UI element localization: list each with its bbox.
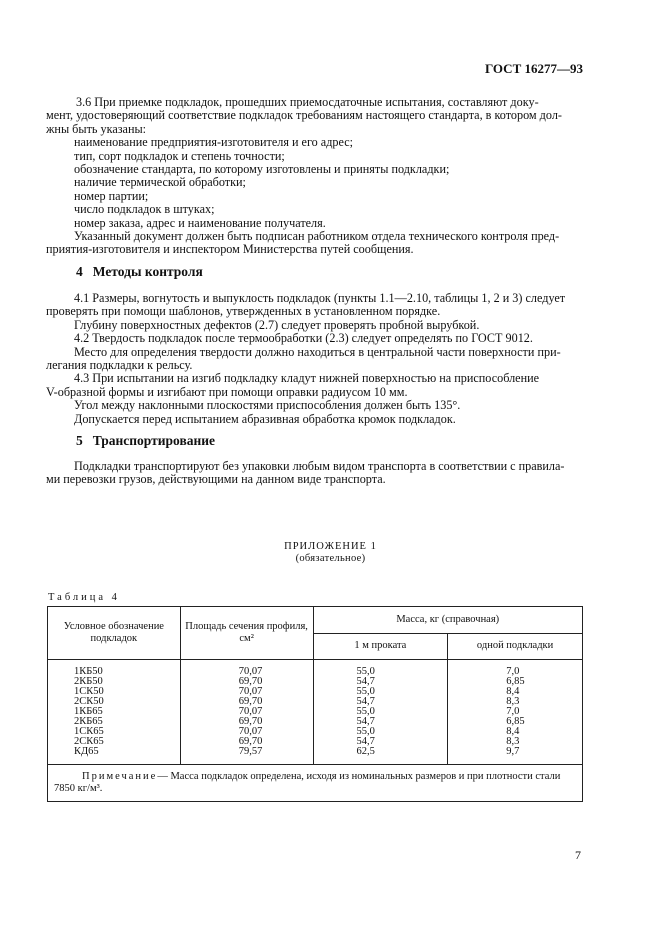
list-item: наименование предприятия-изготовителя и его адрес;: [74, 135, 354, 150]
paragraph-line: ми перевозки грузов, действующими на данном виде транспорта.: [46, 472, 386, 487]
table-cell: 55,0: [356, 686, 375, 697]
table-cell: 70,07: [238, 686, 263, 697]
section-4-heading: 4 Методы контроля: [76, 264, 203, 279]
section-3-6: [46, 95, 583, 257]
table-cell: 2СК50: [74, 696, 104, 707]
header-mass-per-m: 1 м проката: [313, 633, 448, 660]
designation-column: [48, 660, 181, 765]
table-cell: 54,7: [356, 736, 375, 747]
table-cell: 69,70: [238, 736, 263, 747]
paragraph-line: 4.1 Размеры, вогнутость и выпуклость подкладок (пункты 1.1—2.10, таблицы 1, 2 и 3) следует: [74, 291, 566, 305]
paragraph-line: легания подкладки к рельсу.: [46, 358, 193, 373]
table-caption: Таблица 4: [48, 592, 120, 603]
list-item: номер заказа, адрес и наименование получателя.: [74, 215, 326, 230]
header-designation: Условное обозначение подкладок: [48, 607, 181, 660]
appendix-subtitle: (обязательное): [295, 553, 366, 564]
mass-per-piece-column: [448, 660, 583, 765]
section-4-body: [46, 291, 583, 426]
header-mass: Масса, кг (справочная): [313, 607, 582, 634]
table-cell: 69,70: [238, 676, 263, 687]
appendix-title: ПРИЛОЖЕНИЕ 1: [284, 541, 377, 552]
header-mass-per-piece: одной подкладки: [448, 633, 583, 660]
table-cell: 70,07: [238, 706, 263, 717]
list-item: обозначение стандарта, по которому изготовлены и приняты подкладки;: [74, 162, 450, 177]
page-number: 7: [575, 848, 581, 862]
table-cell: 79,57: [238, 746, 263, 757]
table-cell: 8,3: [506, 696, 520, 707]
table-cell: 62,5: [356, 746, 375, 757]
note-label: Примечание: [82, 771, 158, 782]
list-item: номер партии;: [74, 188, 149, 203]
table-cell: 54,7: [356, 716, 375, 727]
table-cell: 70,07: [238, 726, 263, 737]
table-cell: КД65: [74, 746, 99, 757]
table-cell: 6,85: [506, 676, 525, 687]
table-cell: 55,0: [356, 706, 375, 717]
table-cell: 54,7: [356, 696, 375, 707]
table-cell: 69,70: [238, 716, 263, 727]
paragraph-line: Подкладки транспортируют без упаковки любым видом транспорта в соответствии с правила-: [74, 459, 565, 473]
area-column: [180, 660, 313, 765]
table-cell: 2СК65: [74, 736, 104, 747]
paragraph-line: мент, удостоверяющий соответствие подкладок требованиям настоящего стандарта, в котором дол-: [46, 108, 562, 123]
header-area: Площадь сечения профиля, см²: [180, 607, 313, 660]
table-cell: 2КБ50: [74, 676, 103, 687]
mass-per-m-column: [313, 660, 448, 765]
note-text: — Масса подкладок определена, исходя из номинальных размеров и при плотности стали 7850 кг/м³.: [54, 771, 561, 794]
table-note: [48, 765, 583, 802]
table-cell: 1СК50: [74, 686, 104, 697]
table-cell: 6,85: [506, 716, 525, 727]
document-header: ГОСТ 16277—93: [484, 61, 583, 76]
mass-table: [47, 606, 583, 802]
table-cell: 9,7: [506, 746, 520, 757]
table-cell: 8,3: [506, 736, 520, 747]
table-cell: 54,7: [356, 676, 375, 687]
table-cell: 70,07: [238, 666, 263, 677]
table-cell: 55,0: [356, 726, 375, 737]
paragraph-line: 4.2 Твердость подкладок после термообработки (2.3) следует определять по ГОСТ 9012.: [74, 331, 533, 346]
table-cell: 69,70: [238, 696, 263, 707]
paragraph-line: Указанный документ должен быть подписан работником отдела технического контроля пред-: [74, 229, 560, 244]
table-cell: 1КБ50: [74, 666, 103, 677]
table-cell: 1СК65: [74, 726, 104, 737]
paragraph-line: 3.6 При приемке подкладок, прошедших приемосдаточные испытания, составляют доку-: [76, 95, 539, 109]
list-item: наличие термической обработки;: [74, 175, 246, 190]
paragraph-line: 4.3 При испытании на изгиб подкладку кладут нижней поверхностью на приспособление: [74, 371, 540, 386]
section-5-body: [46, 459, 583, 487]
paragraph-line: V-образной формы и изгибают при помощи оправки радиусом 10 мм.: [46, 384, 408, 399]
table-cell: 7,0: [506, 706, 520, 717]
list-item: тип, сорт подкладок и степень точности;: [74, 148, 285, 163]
paragraph-line: проверять при помощи шаблонов, утвержденных в установленном порядке.: [46, 304, 441, 319]
table-cell: 8,4: [506, 726, 520, 737]
table-cell: 2КБ65: [74, 716, 103, 727]
table-cell: 7,0: [506, 666, 520, 677]
paragraph-line: Угол между наклонными плоскостями приспособления должен быть 135°.: [74, 398, 461, 413]
paragraph-line: приятия-изготовителя и инспектором Министерства путей сообщения.: [46, 242, 414, 257]
paragraph-line: Допускается перед испытанием абразивная обработка кромок подкладок.: [74, 411, 456, 426]
table-cell: 1КБ65: [74, 706, 103, 717]
section-5-heading: 5 Транспортирование: [76, 433, 216, 448]
table-cell: 8,4: [506, 686, 520, 697]
list-item: число подкладок в штуках;: [74, 202, 215, 217]
table-cell: 55,0: [356, 666, 375, 677]
paragraph-line: жны быть указаны:: [46, 121, 147, 136]
paragraph-line: Место для определения твердости должно находиться в центральной части поверхности при-: [74, 344, 561, 359]
paragraph-line: Глубину поверхностных дефектов (2.7) следует проверять пробной вырубкой.: [74, 317, 480, 332]
